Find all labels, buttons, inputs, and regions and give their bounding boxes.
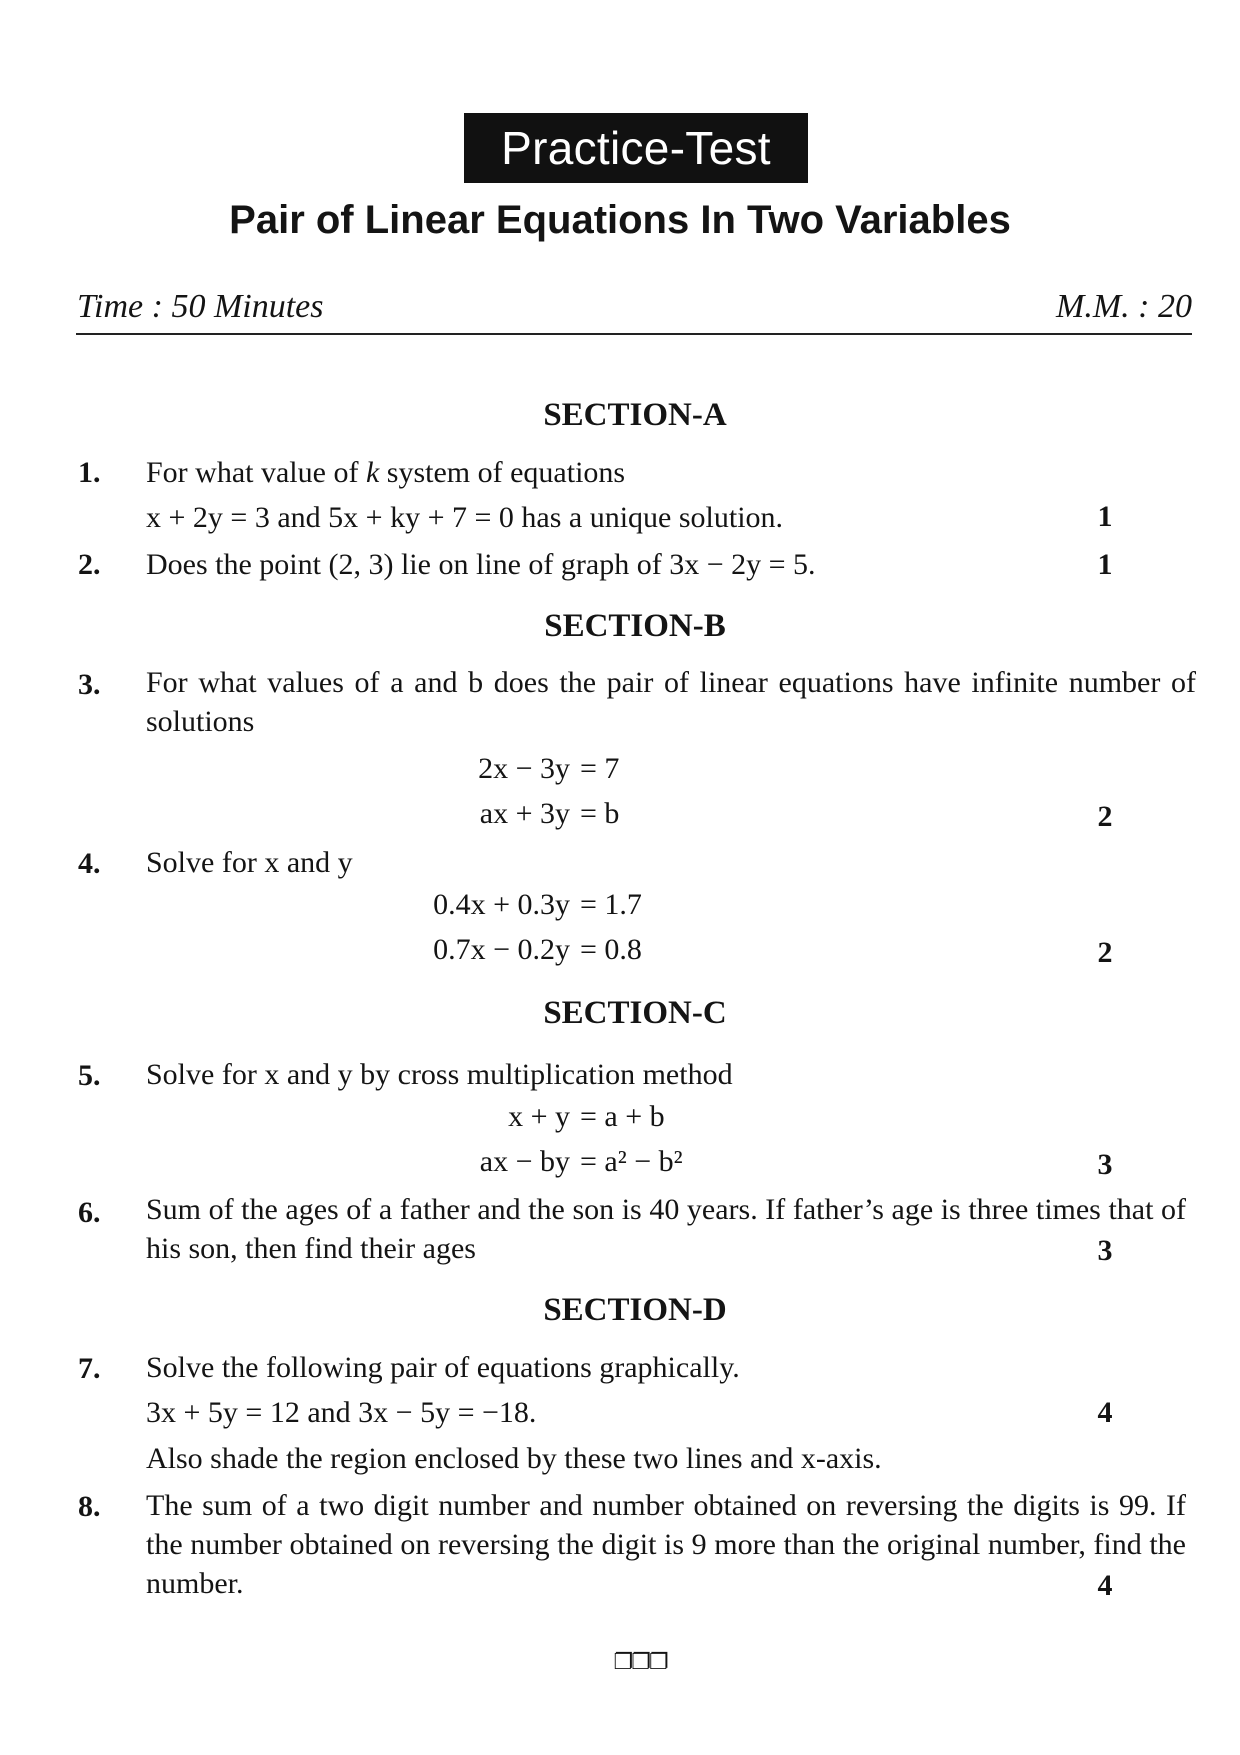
equation-lhs: ax − by [479, 1145, 570, 1178]
time-label: Time : 50 Minutes [77, 288, 324, 325]
equation-lhs: x + y [508, 1100, 570, 1133]
question-3-text: For what values of a and b does the pair of linear equations have infinite number of solutions [146, 666, 1196, 738]
page-subtitle: Pair of Linear Equations In Two Variables [229, 198, 1011, 242]
question-8-text: The sum of a two digit number and number obtained on reversing the digits is 99. If the number obtained on reversing the digit is 9 more than the original number, find the number. [146, 1489, 1186, 1600]
header-divider [76, 333, 1192, 335]
question-7-marks: 4 [1097, 1396, 1113, 1429]
section-a-heading: SECTION-A [543, 397, 727, 433]
question-3-marks: 2 [1097, 800, 1113, 833]
question-number: 4. [78, 847, 101, 880]
question-number: 8. [78, 1490, 101, 1523]
section-b-heading: SECTION-B [544, 608, 726, 644]
question-number: 5. [78, 1059, 101, 1092]
question-4-text: Solve for x and y [146, 846, 353, 879]
equation-rhs: = b [580, 797, 620, 830]
question-2-marks: 1 [1097, 548, 1113, 581]
question-1-text-part: system of equations [379, 456, 626, 489]
equation-rhs: = 7 [580, 752, 620, 785]
question-number: 6. [78, 1196, 101, 1229]
equation-rhs: = 1.7 [580, 888, 642, 921]
max-marks-label: M.M. : 20 [1056, 288, 1192, 325]
question-4-marks: 2 [1097, 936, 1113, 969]
question-3-equation-1 [400, 752, 700, 792]
section-c-heading: SECTION-C [543, 995, 727, 1031]
question-number: 3. [78, 668, 101, 701]
question-8-marks: 4 [1097, 1569, 1113, 1602]
question-6-marks: 3 [1097, 1234, 1113, 1267]
question-7-text-2: Also shade the region enclosed by these two lines and x-axis. [146, 1442, 882, 1475]
equation-rhs: = a² − b² [580, 1145, 683, 1178]
question-4-equation-2 [400, 933, 700, 973]
question-1-equation: x + 2y = 3 and 5x + ky + 7 = 0 has a unique solution. [146, 501, 784, 534]
question-5-marks: 3 [1097, 1148, 1113, 1181]
equation-rhs: = a + b [580, 1100, 665, 1133]
equation-lhs: ax + 3y [479, 797, 570, 830]
question-5-text: Solve for x and y by cross multiplication method [146, 1058, 733, 1091]
section-d-heading: SECTION-D [543, 1292, 727, 1328]
question-5-equation-2 [400, 1145, 720, 1185]
question-4-equation-1 [400, 888, 700, 928]
question-5-equation-1 [400, 1100, 720, 1140]
equation-rhs: = 0.8 [580, 933, 642, 966]
question-1-text-part: For what value of [146, 456, 366, 489]
question-number: 2. [78, 548, 101, 581]
question-1-variable: k [365, 456, 380, 489]
equation-lhs: 2x − 3y [478, 752, 570, 785]
question-number: 1. [78, 456, 101, 489]
question-6-text: Sum of the ages of a father and the son is 40 years. If father’s age is three times that of his son, then find their ages [146, 1193, 1186, 1265]
question-number: 7. [78, 1352, 101, 1385]
question-2-text: Does the point (2, 3) lie on line of graph of 3x − 2y = 5. [146, 548, 816, 581]
question-1-text [146, 453, 625, 492]
equation-lhs: 0.7x − 0.2y [433, 933, 570, 966]
question-1-marks: 1 [1097, 500, 1113, 533]
end-of-paper-mark: ❐❐❐ [613, 1650, 667, 1675]
page-title: Practice-Test [464, 113, 808, 183]
question-3-equation-2 [400, 797, 700, 837]
question-7-equation: 3x + 5y = 12 and 3x − 5y = −18. [146, 1396, 537, 1429]
equation-lhs: 0.4x + 0.3y [433, 888, 570, 921]
question-7-text: Solve the following pair of equations graphically. [146, 1351, 740, 1384]
